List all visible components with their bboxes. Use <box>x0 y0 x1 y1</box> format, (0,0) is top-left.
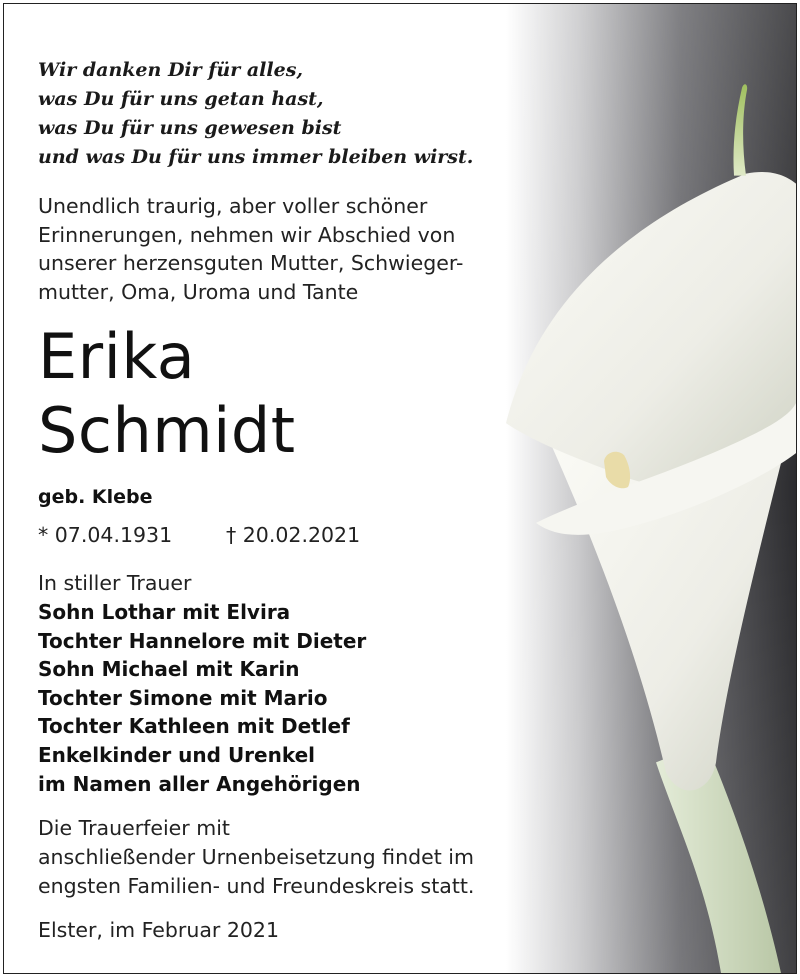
intro-line: Erinnerungen, nehmen wir Abschied von <box>38 222 456 247</box>
poem-line: was Du für uns getan hast, <box>38 88 324 110</box>
obituary-page <box>3 3 797 974</box>
death-date: † 20.02.2021 <box>226 523 361 547</box>
birth-date: * 07.04.1931 <box>38 523 173 547</box>
life-dates <box>38 520 598 550</box>
first-name: Erika <box>38 320 196 393</box>
mourner-line: Tochter Hannelore mit Dieter <box>38 628 367 653</box>
poem-line: Wir danken Dir für alles, <box>38 59 304 81</box>
intro-line: unserer herzensguten Mutter, Schwieger- <box>38 251 464 275</box>
service-line: anschließender Urnenbeisetzung findet im <box>38 845 474 869</box>
mourners-heading: In stiller Trauer <box>38 571 192 595</box>
mourners-list <box>38 598 366 798</box>
farewell-intro <box>38 192 463 306</box>
mourner-line: Enkelkinder und Urenkel <box>38 742 316 767</box>
mourner-line: Tochter Kathleen mit Detlef <box>38 714 350 739</box>
calla-lily-image <box>506 4 796 973</box>
mourner-line: Sohn Michael mit Karin <box>38 657 300 682</box>
mourner-line: Sohn Lothar mit Elvira <box>38 600 291 624</box>
poem-line: was Du für uns gewesen bist <box>38 117 342 139</box>
deceased-name <box>38 320 296 468</box>
service-line: engsten Familien- und Freundeskreis statt. <box>38 874 475 898</box>
poem-line: und was Du für uns immer bleiben wirst. <box>38 146 474 168</box>
last-name: Schmidt <box>38 394 296 467</box>
intro-line: mutter, Oma, Uroma und Tante <box>38 279 359 304</box>
mourner-line: Tochter Simone mit Mario <box>38 685 328 710</box>
memorial-poem <box>38 56 473 172</box>
service-line: Die Trauerfeier mit <box>38 816 230 840</box>
calla-lily-illustration <box>506 4 796 973</box>
intro-line: Unendlich traurig, aber voller schöner <box>38 194 428 218</box>
place-and-date: Elster, im Februar 2021 <box>38 918 280 942</box>
mourner-line: im Namen aller Angehörigen <box>38 771 361 796</box>
service-notice <box>38 814 474 901</box>
maiden-name: geb. Klebe <box>38 486 153 508</box>
